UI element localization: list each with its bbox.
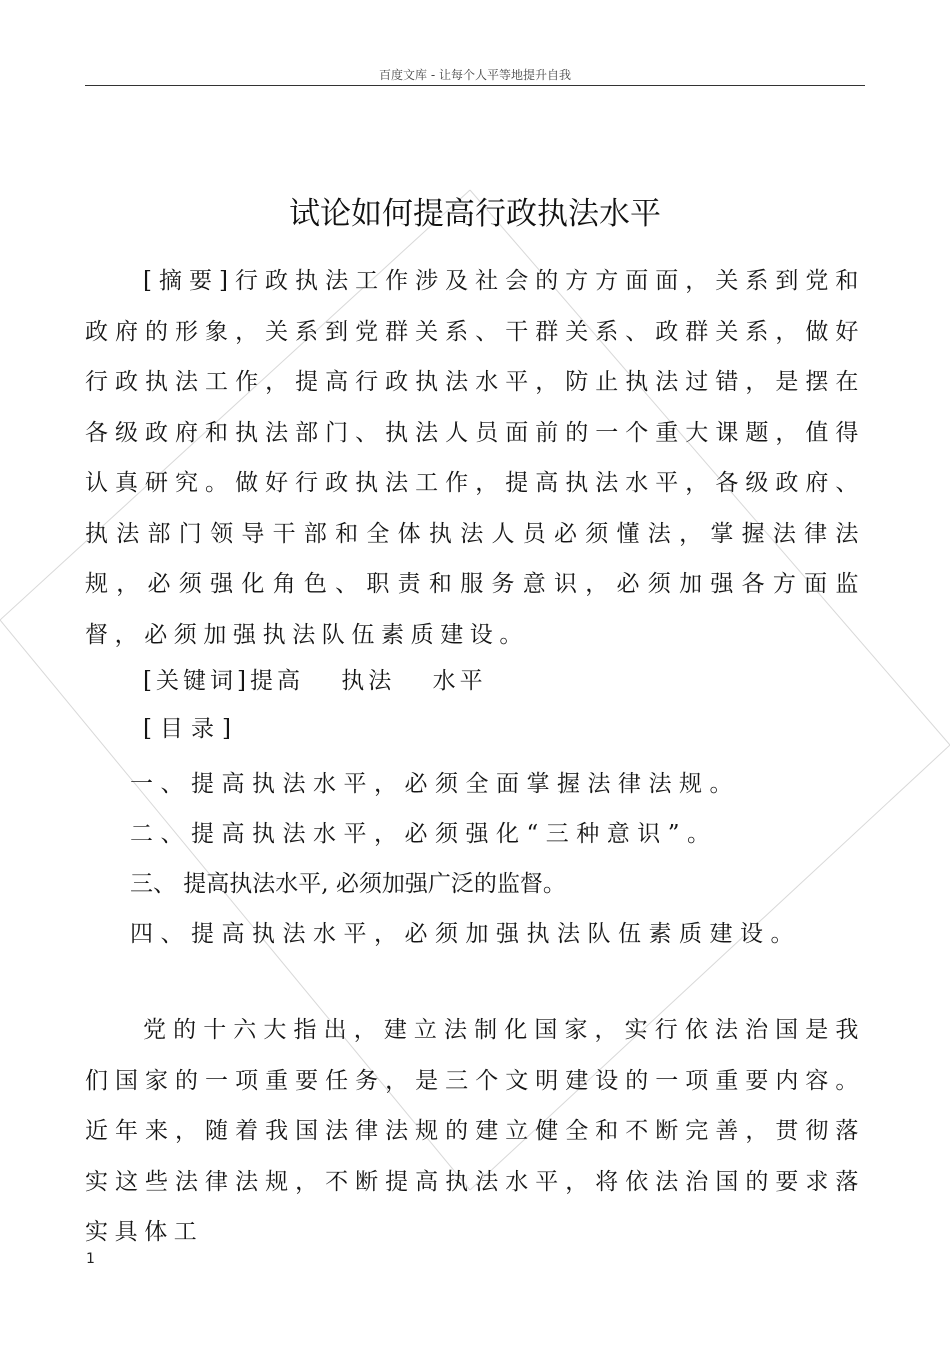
toc-label: [目录] (143, 716, 239, 742)
document-title: 试论如何提高行政执法水平 (289, 196, 661, 232)
toc-item: 四、提高执法水平，必须加强执法队伍素质建设。 (130, 921, 801, 947)
toc-item: 三、 提高执法水平, 必须加强广泛的监督。 (130, 871, 566, 897)
abstract-paragraph: [摘要]行政执法工作涉及社会的方方面面，关系到党和政府的形象，关系到党群关系、干群关系、政群关系，做好行政执法工作，提高行政执法水平，防止执法过错，是摆在各级政府和执法部门、执法人员面前的一个重大课题，值得认真研究。做好行政执法工作，提高执法水平，各级政府、执法部门领导干部和全体执法人员必须懂法，掌握法律法规，必须强化角色、职责和服务意识，必须加强各方面监督，必须加强执法队伍素质建设。 (85, 268, 865, 648)
header-divider (85, 85, 865, 86)
page-header: 百度文库 - 让每个人平等地提升自我 (379, 68, 571, 82)
keywords-line: [关键词]提高 执法 水平 (143, 668, 487, 694)
intro-paragraph: 党的十六大指出，建立法制化国家，实行依法治国是我们国家的一项重要任务，是三个文明建设的一项重要内容。近年来，随着我国法律法规的建立健全和不断完善，贯彻落实这些法律法规，不断提高执法水平，将依法治国的要求落实具体工 (85, 1017, 865, 1245)
toc-item: 一、提高执法水平，必须全面掌握法律法规。 (130, 771, 740, 797)
toc-item: 二、提高执法水平，必须强化“三种意识”。 (130, 821, 718, 847)
page-number: 1 (86, 1251, 95, 1267)
